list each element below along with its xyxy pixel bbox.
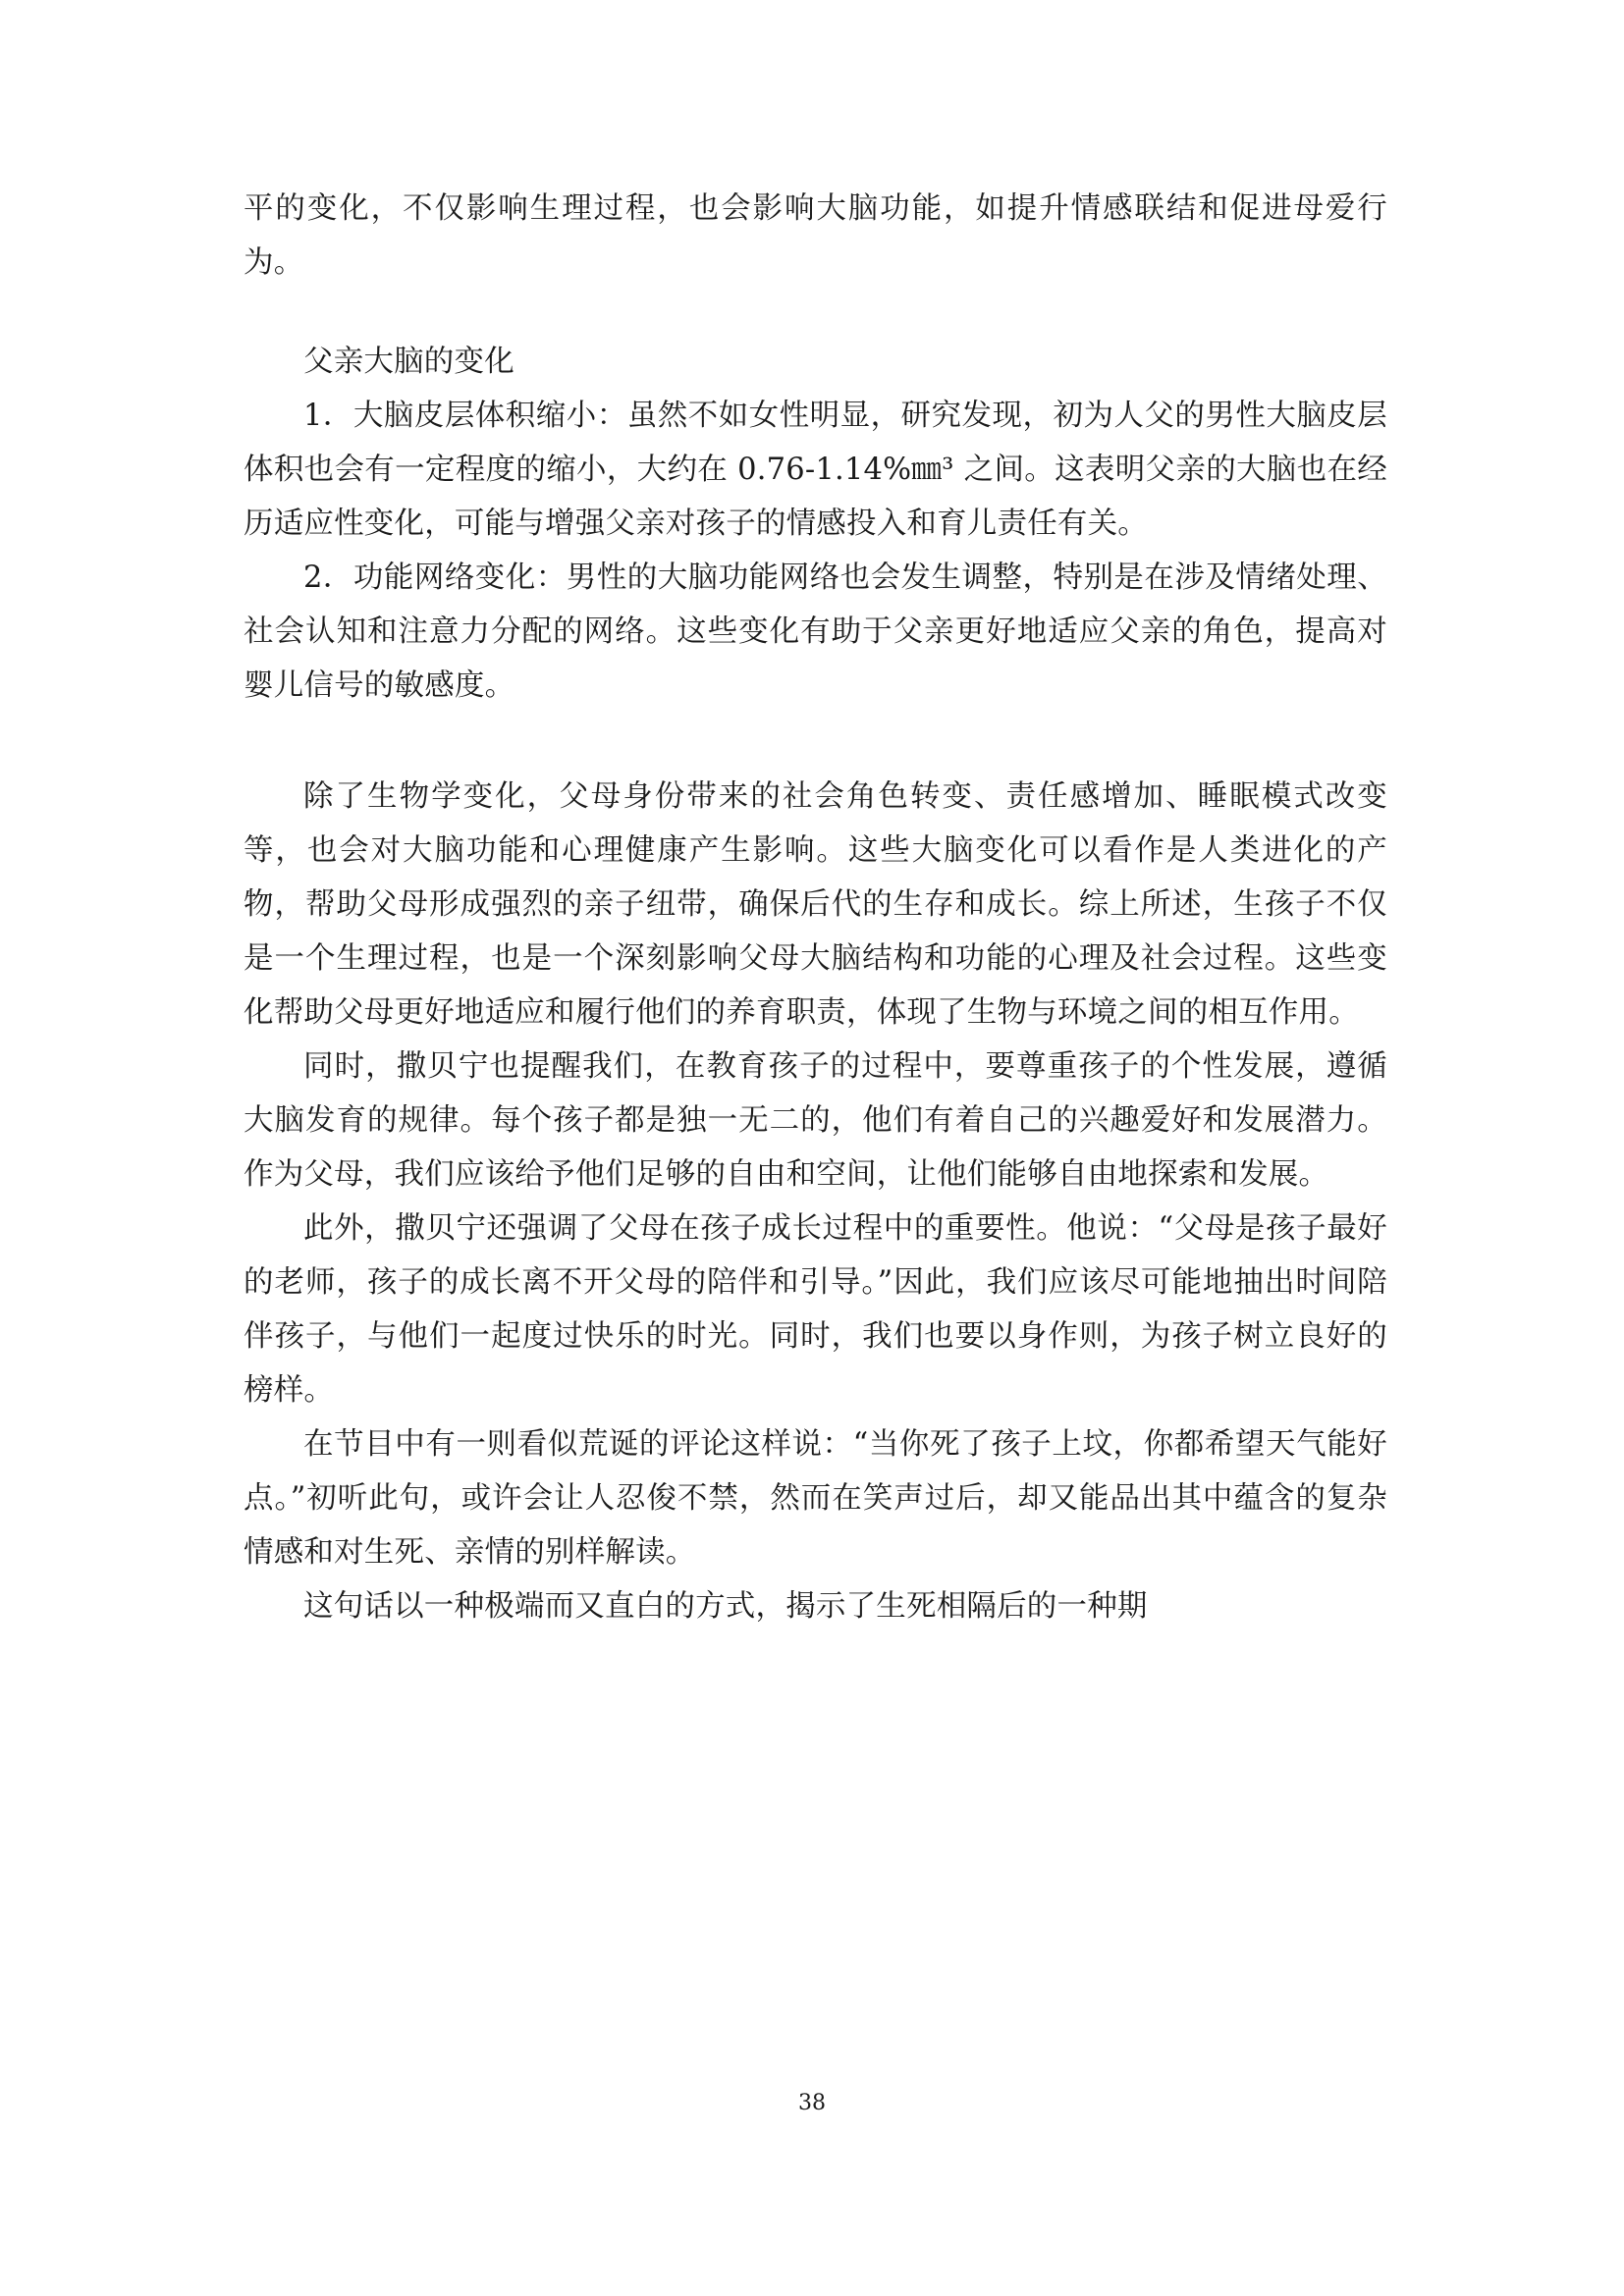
spacer: [244, 290, 1387, 335]
paragraph-parents-importance: 此外，撒贝宁还强调了父母在孩子成长过程中的重要性。他说：“父母是孩子最好的老师，孩子的成长离不开父母的陪伴和引导。”因此，我们应该尽可能地抽出时间陪伴孩子，与他们一起度过快乐的时光。同时，我们也要以身作则，为孩子树立良好的榜样。: [244, 1211, 1387, 1408]
list-item-cortex-volume: 1．大脑皮层体积缩小：虽然不如女性明显，研究发现，初为人父的男性大脑皮层体积也会有一定程度的缩小，大约在 0.76-1.14%㎜³ 之间。这表明父亲的大脑也在经历适应性变化，可能与增强父亲对孩子的情感投入和育儿责任有关。: [244, 399, 1387, 541]
paragraph-respect-individuality: 同时，撒贝宁也提醒我们，在教育孩子的过程中，要尊重孩子的个性发展，遵循大脑发育的规律。每个孩子都是独一无二的，他们有着自己的兴趣爱好和发展潜力。作为父母，我们应该给予他们足够的自由和空间，让他们能够自由地探索和发展。: [244, 1049, 1387, 1192]
page-body: [244, 182, 1387, 1633]
heading-father-brain-changes: 父亲大脑的变化: [303, 345, 514, 379]
paragraph-closing: 这句话以一种极端而又直白的方式，揭示了生死相隔后的一种期: [303, 1589, 1148, 1624]
paragraph-biology-and-society: 除了生物学变化，父母身份带来的社会角色转变、责任感增加、睡眠模式改变等，也会对大脑功能和心理健康产生影响。这些大脑变化可以看作是人类进化的产物，帮助父母形成强烈的亲子纽带，确保后代的生存和成长。综上所述，生孩子不仅是一个生理过程，也是一个深刻影响父母大脑结构和功能的心理及社会过程。这些变化帮助父母更好地适应和履行他们的养育职责，体现了生物与环境之间的相互作用。: [244, 779, 1387, 1030]
paragraph-program-comment: 在节目中有一则看似荒诞的评论这样说：“当你死了孩子上坟，你都希望天气能好点。”初听此句，或许会让人忍俊不禁，然而在笑声过后，却又能品出其中蕴含的复杂情感和对生死、亲情的别样解读。: [244, 1427, 1387, 1570]
paragraph-continued: 平的变化，不仅影响生理过程，也会影响大脑功能，如提升情感联结和促进母爱行为。: [244, 191, 1387, 280]
page-number: 38: [798, 2091, 826, 2115]
spacer: [244, 713, 1387, 770]
list-item-functional-network: 2．功能网络变化：男性的大脑功能网络也会发生调整，特别是在涉及情绪处理、社会认知和注意力分配的网络。这些变化有助于父亲更好地适应父亲的角色，提高对婴儿信号的敏感度。: [244, 561, 1387, 703]
